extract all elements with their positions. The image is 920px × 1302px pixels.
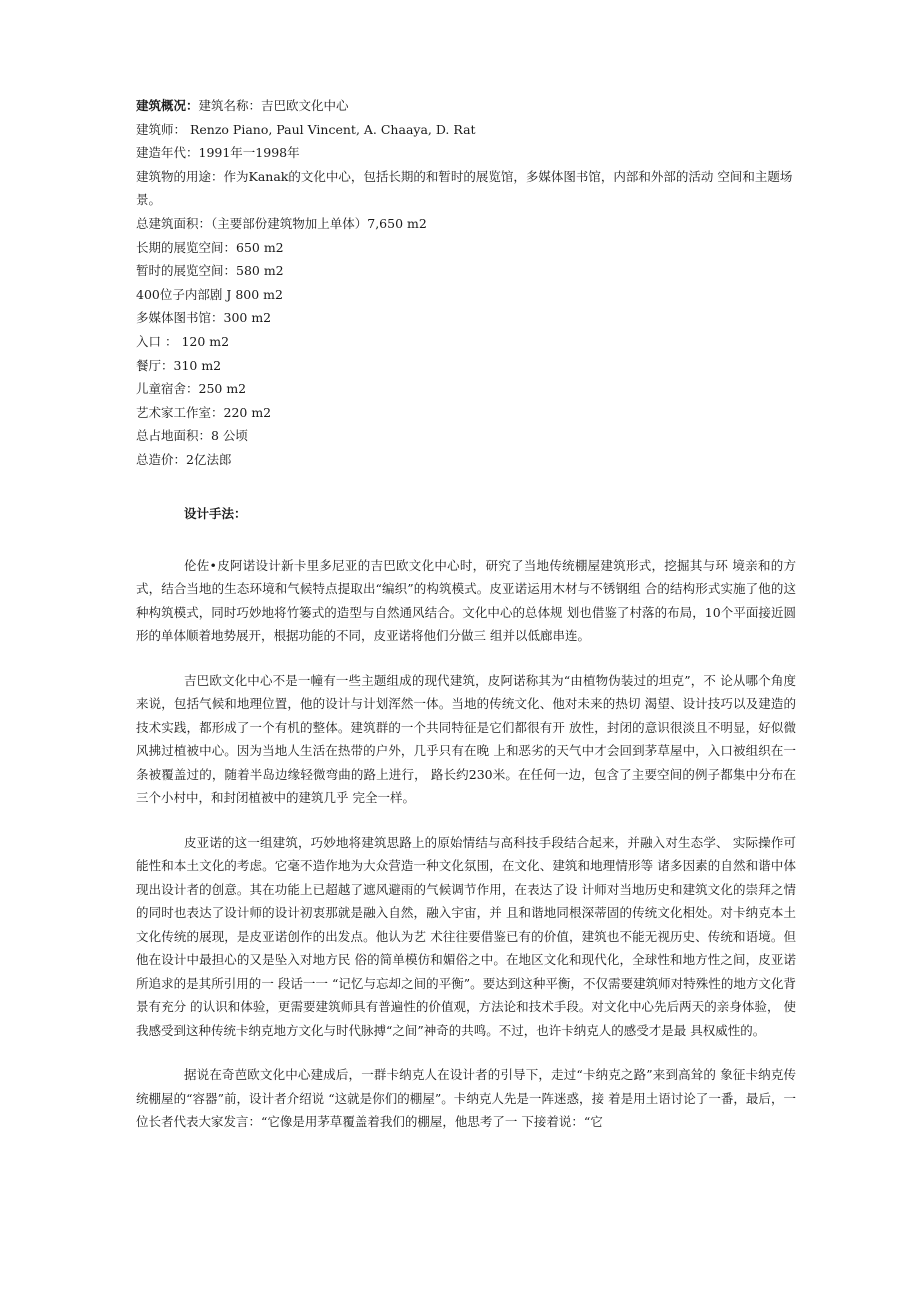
overview-line-entrance: 入口 ： 120 m2 xyxy=(136,333,230,349)
overview-line-permanent-exhibition: 长期的展览空间：650 m2 xyxy=(136,239,284,255)
overview-line-cost: 总造价：2亿法郎 xyxy=(136,451,232,467)
overview-line-years: 建造年代：1991年一1998年 xyxy=(136,145,300,161)
overview-heading: 建筑概况： xyxy=(136,98,199,113)
overview-value: 建筑名称：吉巴欧文化中心 xyxy=(198,98,349,113)
design-paragraph-3: 皮亚诺的这一组建筑，巧妙地将建筑思路上的原始情结与高科技手段结合起来，并融入对生态学、 实际操作可能性和本土文化的考虑。它毫不造作地为大众营造一种文化氛围，在文化、建筑和地理情形等 诸多因素的自然和谐中体现出设计者的创意。其在功能上已超越了遮风避雨的气候调节作用，在表达了设 计师对当地历史和建筑文化的崇拜之情的同时也表达了设计师的设计初衷那就是融入自然，融入宇宙，并 且和谐地同根深蒂固的传统文化相处。对卡纳克本土文化传统的展现，是皮亚诺创作的出发点。他认为艺 术往往要借鉴已有的价值，建筑也不能无视历史、传统和语境。但他在设计中最担心的又是坠入对地方民 俗的简单模仿和媚俗之中。在地区文化和现代化，全球性和地方性之间，皮亚诺所追求的是其所引用的一 段话一一 “记忆与忘却之间的平衡”。要达到这种平衡，不仅需要建筑师对特殊性的地方文化背景有充分 的认识和体验，更需要建筑师具有普遍性的价值观，方法论和技术手段。对文化中心先后两天的亲身体验， 使我感受到这种传统卡纳克地方文化与时代脉搏“之间”神奇的共鸣。不过，也许卡纳克人的感受才是最 具权威性的。 xyxy=(136,834,796,1038)
design-paragraph-4: 据说在奇芭欧文化中心建成后，一群卡纳克人在设计者的引导下，走过“卡纳克之路”来到高耸的 象征卡纳克传统棚屋的“容器”前，设计者介绍说 “这就是你们的棚屋”。卡纳克人先是一阵迷惑，接 着是用土语讨论了一番，最后，一位长者代表大家发言：“它像是用茅草覆盖着我们的棚屋，他思考了一 下接着说：“它 xyxy=(136,1067,796,1129)
overview-line-architects: 建筑师： Renzo Piano, Paul Vincent, A. Chaaya, D. Rat xyxy=(136,121,476,137)
design-heading: 设计手法： xyxy=(184,505,247,521)
document-page xyxy=(136,94,796,1134)
building-overview xyxy=(136,94,796,472)
design-paragraph-2: 吉巴欧文化中心不是一幢有一些主题组成的现代建筑，皮阿诺称其为“由植物伪装过的坦克”，不 论从哪个角度来说，包括气候和地理位置，他的设计与计划浑然一体。当地的传统文化、他对未来的热切 渴望、设计技巧以及建造的技术实践，都形成了一个有机的整体。建筑群的一个共同特征是它们都很有开 放性，封闭的意识很淡且不明显，好似微风拂过植被中心。因为当地人生活在热带的户外，几乎只有在晚 上和恶劣的天气中才会回到茅草屋中，入口被组织在一条被覆盖过的，随着半岛边缘轻微弯曲的路上进行， 路长约230米。在任何一边，包含了主要空间的例子都集中分布在三个小村中，和封闭植被中的建筑几乎 完全一样。 xyxy=(136,672,796,805)
design-paragraph-1: 伦佐•皮阿诺设计新卡里多尼亚的吉巴欧文化中心时，研究了当地传统棚屋建筑形式，挖掘其与环 境亲和的方式，结合当地的生态环境和气候特点提取出“编织”的构筑模式。皮亚诺运用木材与不锈钢组 合的结构形式实施了他的这种构筑模式，同时巧妙地将竹篓式的造型与自然通风结合。文化中心的总体规 划也借鉴了村落的布局，10个平面接近圆形的单体顺着地势展开，根据功能的不同，皮亚诺将他们分做三 组并以低廊串连。 xyxy=(136,557,796,643)
overview-line-name xyxy=(136,94,796,118)
overview-line-restaurant: 餐厅：310 m2 xyxy=(136,357,222,373)
overview-line-artist-studio: 艺术家工作室：220 m2 xyxy=(136,404,272,420)
overview-line-temporary-exhibition: 暂时的展览空间：580 m2 xyxy=(136,263,284,279)
overview-line-purpose: 建筑物的用途：作为Kanak的文化中心，包括长期的和暂时的展览馆，多媒体图书馆，内部和外部的活动 空间和主题场景。 xyxy=(136,168,793,208)
overview-line-children-dorm: 儿童宿舍：250 m2 xyxy=(136,381,247,397)
overview-line-media-library: 多媒体图书馆：300 m2 xyxy=(136,310,272,326)
overview-line-theatre: 400位子内部剧 J 800 m2 xyxy=(136,286,283,302)
overview-line-total-area: 总建筑面积：（主要部份建筑物加上单体）7,650 m2 xyxy=(136,215,427,231)
overview-line-site-area: 总占地面积：8 公顷 xyxy=(136,428,248,444)
